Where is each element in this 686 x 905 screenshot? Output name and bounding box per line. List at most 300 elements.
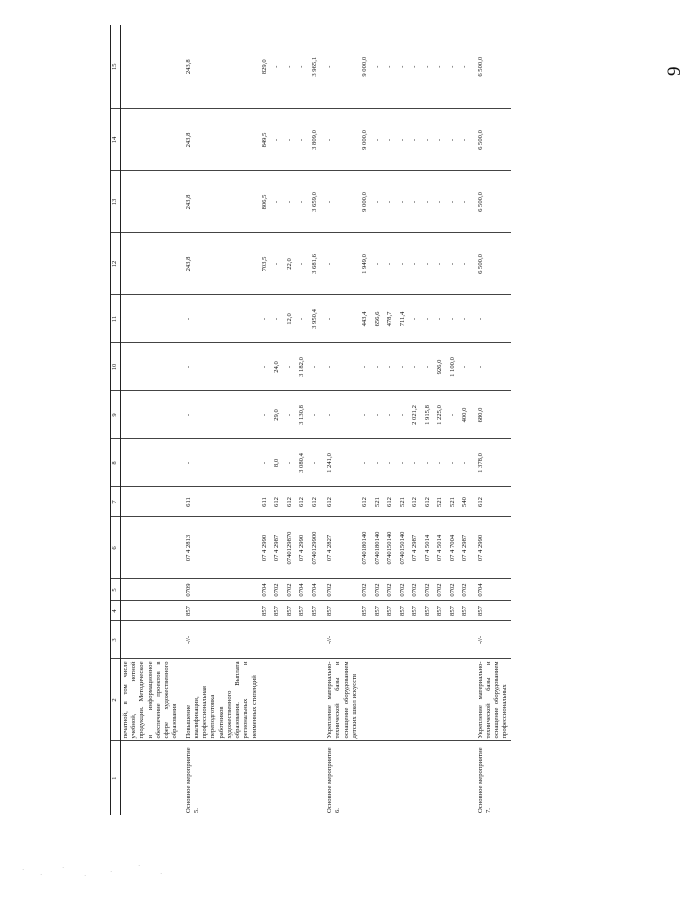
value-cell: 857 (423, 601, 436, 621)
measure-name-cell: Основное мероприятие 7. (476, 747, 492, 813)
value-cell: - (398, 343, 411, 391)
value-cell: 8,0 (272, 439, 285, 487)
value-cell: 612 (285, 487, 298, 517)
value-cell: - (435, 109, 448, 171)
value-cell: - (410, 343, 423, 391)
value-cell: 521 (398, 487, 411, 517)
value-cell (385, 621, 398, 659)
value-cell: 612 (297, 487, 310, 517)
measure-description-cell (423, 659, 436, 741)
value-cell: - (373, 25, 386, 109)
value-cell: 6 500,0 (473, 109, 511, 171)
value-cell: 07 4 2827 (322, 517, 360, 579)
value-cell: - (272, 233, 285, 295)
measure-description-cell (360, 659, 373, 741)
value-cell (448, 621, 461, 659)
value-cell: - (322, 343, 360, 391)
value-cell: - (398, 171, 411, 233)
measure-name-cell (410, 741, 423, 815)
value-cell: 0740180140 (360, 517, 373, 579)
value-cell: - (260, 343, 273, 391)
value-cell: - (448, 439, 461, 487)
value-cell: 926,0 (435, 343, 448, 391)
value-cell: 857 (310, 601, 323, 621)
measure-name-cell: Основное мероприятие 5. (184, 747, 200, 813)
value-cell: 0740129900 (310, 517, 323, 579)
value-cell: 612 (385, 487, 398, 517)
value-cell: 857 (285, 601, 298, 621)
value-cell: - (423, 25, 436, 109)
value-cell: 0702 (398, 579, 411, 601)
value-cell: 3 965,1 (310, 25, 323, 109)
value-cell: 612 (410, 487, 423, 517)
value-cell: 521 (435, 487, 448, 517)
value-cell: 0704 (260, 579, 273, 601)
table-row (448, 25, 461, 815)
measure-name-cell (398, 741, 411, 815)
value-cell: 612 (272, 487, 285, 517)
measure-description-cell (285, 659, 298, 741)
table-row (373, 25, 386, 815)
value-cell: 9 000,0 (360, 25, 373, 109)
value-cell: 540 (460, 487, 473, 517)
value-cell: 857 (272, 601, 285, 621)
measure-name-cell (285, 741, 298, 815)
value-cell: 0702 (285, 579, 298, 601)
scan-artifacts: · · · · · · · (22, 862, 163, 880)
value-cell (121, 579, 181, 601)
value-cell: 07 4 5014 (435, 517, 448, 579)
measure-description-cell (373, 659, 386, 741)
value-cell: 711,4 (398, 295, 411, 343)
value-cell: 07 4 2813 (181, 517, 260, 579)
value-cell: - (297, 25, 310, 109)
value-cell: - (473, 295, 511, 343)
value-cell: - (435, 171, 448, 233)
value-cell: - (410, 439, 423, 487)
value-cell: 07 4 2987 (410, 517, 423, 579)
measure-description-cell (385, 659, 398, 741)
value-cell: - (260, 439, 273, 487)
measure-name-cell (260, 741, 273, 815)
value-cell: - (260, 391, 273, 439)
measure-name-cell (297, 741, 310, 815)
table-row (435, 25, 448, 815)
value-cell: - (285, 343, 298, 391)
value-cell: 0704 (297, 579, 310, 601)
value-cell: 0702 (322, 579, 360, 601)
column-header-1: 1 (111, 741, 121, 815)
value-cell: 1 241,0 (322, 439, 360, 487)
value-cell: 07 4 2987 (460, 517, 473, 579)
value-cell: - (460, 233, 473, 295)
measure-name-cell (423, 741, 436, 815)
value-cell: 521 (448, 487, 461, 517)
table-row (272, 25, 285, 815)
value-cell: - (448, 25, 461, 109)
value-cell: 611 (181, 487, 260, 517)
value-cell: - (435, 295, 448, 343)
measure-name-cell (121, 741, 181, 815)
value-cell: 24,0 (272, 343, 285, 391)
value-cell: - (322, 233, 360, 295)
value-cell (121, 391, 181, 439)
value-cell: 857 (322, 601, 360, 621)
value-cell: 9 000,0 (360, 109, 373, 171)
value-cell: 857 (360, 601, 373, 621)
value-cell: 857 (460, 601, 473, 621)
value-cell: - (423, 109, 436, 171)
measure-description-cell: печатной, в том числе учебной, нотной продукции. Методическое и информационное обеспечение проектов в сфере художественного образования (121, 659, 181, 741)
value-cell: 612 (473, 487, 511, 517)
value-cell: - (181, 343, 260, 391)
value-cell (121, 517, 181, 579)
value-cell: - (285, 25, 298, 109)
value-cell: - (373, 233, 386, 295)
value-cell: 0740150140 (385, 517, 398, 579)
value-cell: 680,0 (473, 391, 511, 439)
value-cell: - (272, 25, 285, 109)
value-cell: - (410, 233, 423, 295)
value-cell: - (460, 439, 473, 487)
value-cell: - (272, 171, 285, 233)
value-cell: 829,0 (260, 25, 273, 109)
value-cell: - (373, 109, 386, 171)
column-header-11: 11 (111, 295, 121, 343)
value-cell: 1 949,0 (360, 233, 373, 295)
value-cell: - (410, 25, 423, 109)
table-row (473, 25, 511, 815)
value-cell: - (360, 343, 373, 391)
table-row (460, 25, 473, 815)
value-cell: 857 (398, 601, 411, 621)
value-cell: 1 225,0 (435, 391, 448, 439)
value-cell: - (373, 343, 386, 391)
value-cell: - (181, 295, 260, 343)
value-cell: 6 500,0 (473, 171, 511, 233)
value-cell: - (473, 343, 511, 391)
measure-description-cell (398, 659, 411, 741)
value-cell: 3 130,8 (297, 391, 310, 439)
value-cell: 07 4 2990 (473, 517, 511, 579)
value-cell: - (410, 109, 423, 171)
measure-name-cell (360, 741, 373, 815)
column-header-13: 13 (111, 171, 121, 233)
value-cell: 1 100,0 (448, 343, 461, 391)
value-cell (121, 109, 181, 171)
value-cell: - (398, 109, 411, 171)
value-cell: - (410, 295, 423, 343)
value-cell: 1 915,8 (423, 391, 436, 439)
value-cell (121, 601, 181, 621)
value-cell: - (385, 343, 398, 391)
value-cell: - (385, 233, 398, 295)
value-cell: 07 4 2990 (297, 517, 310, 579)
measure-description-cell (460, 659, 473, 741)
value-cell: 9 000,0 (360, 171, 373, 233)
value-cell (260, 621, 273, 659)
value-cell: 0702 (448, 579, 461, 601)
measure-description-cell (435, 659, 448, 741)
value-cell: 0740129870 (285, 517, 298, 579)
value-cell: 478,7 (385, 295, 398, 343)
value-cell: 0704 (473, 579, 511, 601)
value-cell: 3 659,0 (310, 171, 323, 233)
value-cell: - (448, 295, 461, 343)
table-body (121, 25, 511, 815)
column-header-9: 9 (111, 391, 121, 439)
value-cell (360, 621, 373, 659)
value-cell: 857 (181, 601, 260, 621)
value-cell: 0740150140 (398, 517, 411, 579)
value-cell (410, 621, 423, 659)
value-cell: - (373, 171, 386, 233)
value-cell: - (460, 343, 473, 391)
value-cell: - (460, 295, 473, 343)
value-cell (285, 621, 298, 659)
value-cell: - (373, 391, 386, 439)
value-cell: - (360, 391, 373, 439)
value-cell: 3 950,4 (310, 295, 323, 343)
value-cell (272, 621, 285, 659)
measure-name-cell (272, 741, 285, 815)
measure-name-cell (373, 741, 386, 815)
value-cell: 6 500,0 (473, 233, 511, 295)
value-cell: 07 4 5014 (423, 517, 436, 579)
value-cell: 0702 (360, 579, 373, 601)
value-cell: - (423, 439, 436, 487)
table-row (285, 25, 298, 815)
table-row (260, 25, 273, 815)
value-cell: - (322, 25, 360, 109)
value-cell: 857 (385, 601, 398, 621)
value-cell (435, 621, 448, 659)
value-cell: - (285, 439, 298, 487)
value-cell: 857 (297, 601, 310, 621)
measure-description-cell (310, 659, 323, 741)
value-cell: 0702 (460, 579, 473, 601)
value-cell (121, 233, 181, 295)
value-cell: 12,0 (285, 295, 298, 343)
value-cell: - (398, 25, 411, 109)
value-cell (398, 621, 411, 659)
value-cell: - (310, 391, 323, 439)
value-cell: 612 (423, 487, 436, 517)
value-cell: - (285, 171, 298, 233)
value-cell: 857 (410, 601, 423, 621)
measure-description-cell: Укрепление материально-технической базы и оснащение оборудованием детских школ искусств (322, 659, 360, 741)
value-cell: 0702 (423, 579, 436, 601)
column-header-7: 7 (111, 487, 121, 517)
value-cell: - (435, 233, 448, 295)
value-cell: - (435, 439, 448, 487)
value-cell: - (385, 25, 398, 109)
value-cell: - (385, 109, 398, 171)
value-cell: - (272, 295, 285, 343)
column-header-10: 10 (111, 343, 121, 391)
value-cell (121, 621, 181, 659)
value-cell (310, 621, 323, 659)
value-cell: 243,8 (181, 109, 260, 171)
value-cell: 07 4 2990 (260, 517, 273, 579)
value-cell: 612 (360, 487, 373, 517)
value-cell: - (460, 109, 473, 171)
column-header-12: 12 (111, 233, 121, 295)
table-row (310, 25, 323, 815)
value-cell: 0740180140 (373, 517, 386, 579)
value-cell: - (322, 109, 360, 171)
column-header-8: 8 (111, 439, 121, 487)
value-cell: 612 (322, 487, 360, 517)
value-cell: -//- (322, 621, 360, 659)
value-cell: 806,5 (260, 171, 273, 233)
value-cell: - (285, 391, 298, 439)
value-cell: 703,5 (260, 233, 273, 295)
value-cell (121, 343, 181, 391)
rotated-page-content (110, 25, 535, 815)
value-cell (423, 621, 436, 659)
table-row (385, 25, 398, 815)
value-cell: 243,8 (181, 25, 260, 109)
table-row (423, 25, 436, 815)
value-cell (121, 295, 181, 343)
value-cell: - (448, 233, 461, 295)
measure-description-cell: Укрепление материально-технической базы и оснащение оборудованием профессиональных (473, 659, 511, 741)
value-cell: 1 378,0 (473, 439, 511, 487)
value-cell: - (297, 171, 310, 233)
value-cell (121, 25, 181, 109)
value-cell: - (385, 391, 398, 439)
value-cell: 6 500,0 (473, 25, 511, 109)
value-cell (373, 621, 386, 659)
value-cell: 521 (373, 487, 386, 517)
table-row (121, 25, 181, 815)
value-cell: -//- (181, 621, 260, 659)
value-cell: - (435, 25, 448, 109)
value-cell: 3 681,6 (310, 233, 323, 295)
value-cell: 857 (448, 601, 461, 621)
value-cell (121, 487, 181, 517)
value-cell: 857 (473, 601, 511, 621)
value-cell: 2 021,2 (410, 391, 423, 439)
value-cell: 07 4 7004 (448, 517, 461, 579)
table-row (360, 25, 373, 815)
column-header-2: 2 (111, 659, 121, 741)
value-cell: - (448, 391, 461, 439)
value-cell: - (297, 233, 310, 295)
value-cell: -//- (473, 621, 511, 659)
value-cell: 243,8 (181, 233, 260, 295)
value-cell: 656,6 (373, 295, 386, 343)
value-cell: 0704 (310, 579, 323, 601)
value-cell: - (310, 439, 323, 487)
value-cell: 849,5 (260, 109, 273, 171)
value-cell: 400,0 (460, 391, 473, 439)
value-cell: - (373, 439, 386, 487)
table-row (410, 25, 423, 815)
value-cell: 22,0 (285, 233, 298, 295)
value-cell: 0702 (435, 579, 448, 601)
measure-name-cell (385, 741, 398, 815)
value-cell: 0702 (385, 579, 398, 601)
value-cell: - (423, 343, 436, 391)
value-cell: 611 (260, 487, 273, 517)
header-row (111, 25, 121, 815)
value-cell: - (448, 171, 461, 233)
value-cell: 857 (373, 601, 386, 621)
measure-name-cell (435, 741, 448, 815)
budget-table (110, 25, 511, 815)
value-cell: - (297, 109, 310, 171)
value-cell: 0702 (373, 579, 386, 601)
value-cell: - (310, 343, 323, 391)
measure-description-cell: Повышение квалификации, профессиональная переподготовка работников художественного образования. Выплата региональных и неименных стипендий (181, 659, 260, 741)
measure-description-cell (448, 659, 461, 741)
value-cell: - (410, 171, 423, 233)
value-cell: - (360, 439, 373, 487)
value-cell: 0702 (410, 579, 423, 601)
value-cell: 243,8 (181, 171, 260, 233)
value-cell: - (398, 233, 411, 295)
measure-name-cell (310, 741, 323, 815)
table-row (181, 25, 260, 815)
measure-name-cell (448, 741, 461, 815)
table-row (398, 25, 411, 815)
measure-name-cell (460, 741, 473, 815)
value-cell: 07 4 2987 (272, 517, 285, 579)
value-cell: - (423, 233, 436, 295)
measure-description-cell (297, 659, 310, 741)
value-cell: 3 182,0 (297, 343, 310, 391)
value-cell: 3 809,0 (310, 109, 323, 171)
value-cell: 612 (310, 487, 323, 517)
value-cell: - (285, 109, 298, 171)
measure-description-cell (260, 659, 273, 741)
value-cell: - (181, 439, 260, 487)
value-cell: - (322, 171, 360, 233)
value-cell (121, 439, 181, 487)
value-cell (460, 621, 473, 659)
value-cell: - (181, 391, 260, 439)
value-cell: - (423, 171, 436, 233)
column-header-3: 3 (111, 621, 121, 659)
value-cell: 857 (260, 601, 273, 621)
value-cell: - (460, 25, 473, 109)
table-row (297, 25, 310, 815)
column-header-14: 14 (111, 109, 121, 171)
value-cell: - (423, 295, 436, 343)
value-cell: - (322, 391, 360, 439)
value-cell: - (385, 171, 398, 233)
table-row (322, 25, 360, 815)
value-cell: 3 080,4 (297, 439, 310, 487)
measure-description-cell (272, 659, 285, 741)
value-cell: - (272, 109, 285, 171)
measure-name-cell: Основное мероприятие 6. (326, 747, 342, 813)
value-cell: 0709 (181, 579, 260, 601)
value-cell: - (385, 439, 398, 487)
value-cell: - (260, 295, 273, 343)
value-cell: - (460, 171, 473, 233)
value-cell: 857 (435, 601, 448, 621)
measure-description-cell (410, 659, 423, 741)
value-cell (297, 621, 310, 659)
value-cell: 443,4 (360, 295, 373, 343)
column-header-5: 5 (111, 579, 121, 601)
value-cell: - (297, 295, 310, 343)
column-header-15: 15 (111, 25, 121, 109)
value-cell: - (398, 391, 411, 439)
